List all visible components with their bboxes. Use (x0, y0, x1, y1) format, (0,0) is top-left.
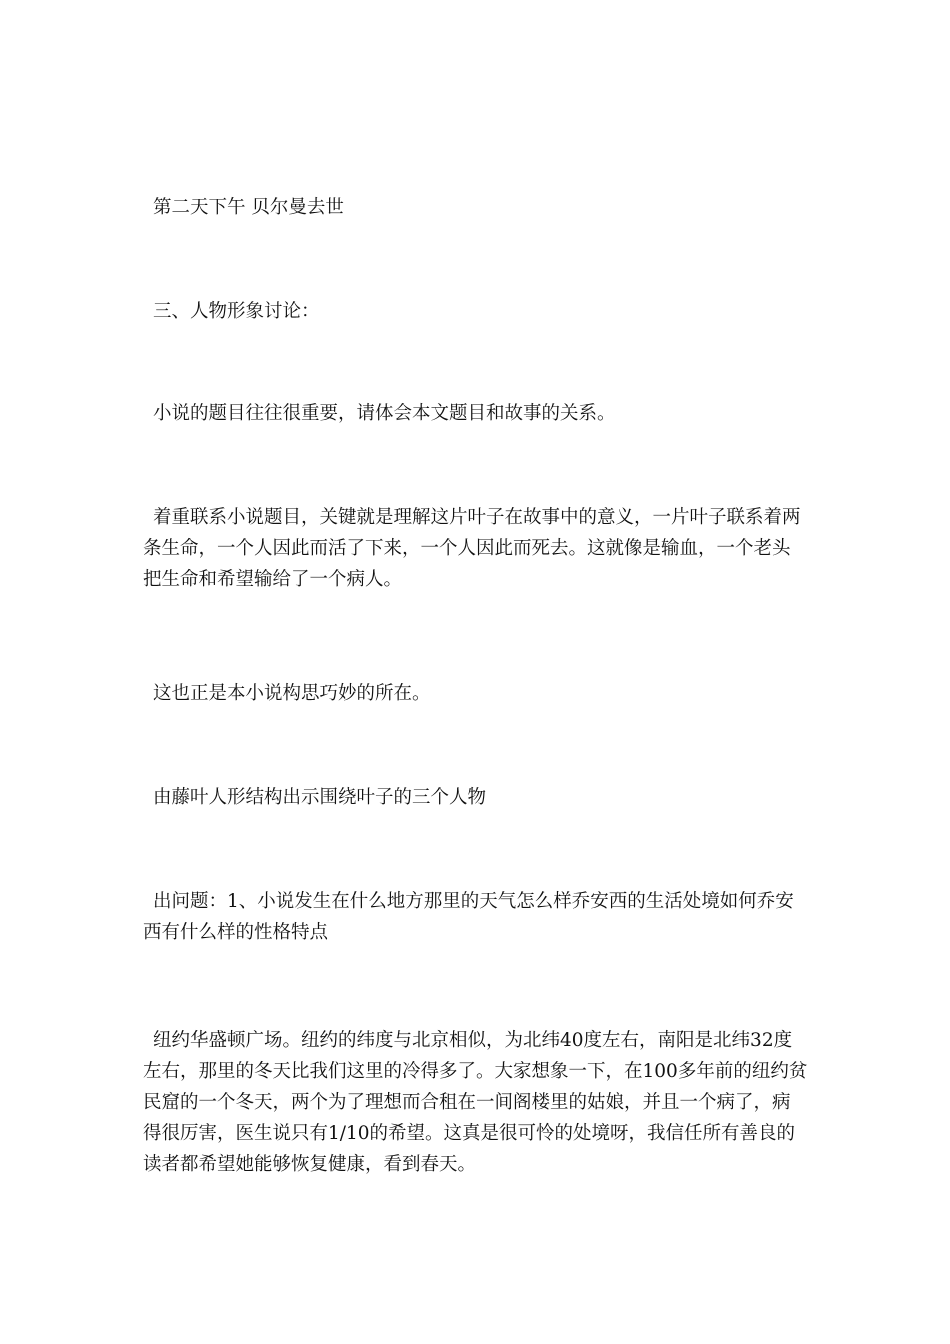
paragraph-questions: 出问题：1、小说发生在什么地方那里的天气怎么样乔安西的生活处境如何乔安西有什么样的性格特点 (143, 891, 794, 943)
paragraph-clever-structure: 这也正是本小说构思巧妙的所在。 (153, 683, 431, 704)
section-heading-character-discussion: 三、人物形象讨论： (153, 301, 320, 322)
paragraph-three-characters: 由藤叶人形结构出示围绕叶子的三个人物 (153, 787, 487, 808)
paragraph-new-york-setting: 纽约华盛顿广场。纽约的纬度与北京相似，为北纬40度左右，南阳是北纬32度左右，那里的冬天比我们这里的冷得多了。大家想象一下，在100多年前的纽约贫民窟的一个冬天，两个为了理想而合租在一间阁楼里的姑娘，并且一个病了，病得很厉害，医生说只有1/10的希望。这真是很可怜的处境呀，我信任所有善良的读者都希望她能够恢复健康，看到春天。 (143, 1030, 808, 1175)
paragraph-leaf-meaning: 着重联系小说题目，关键就是理解这片叶子在故事中的意义，一片叶子联系着两条生命，一个人因此而活了下来，一个人因此而死去。这就像是输血，一个老头把生命和希望输给了一个病人。 (143, 507, 801, 590)
paragraph-title-importance: 小说的题目往往很重要，请体会本文题目和故事的关系。 (153, 403, 616, 424)
paragraph-bellman-death: 第二天下午 贝尔曼去世 (153, 197, 344, 218)
